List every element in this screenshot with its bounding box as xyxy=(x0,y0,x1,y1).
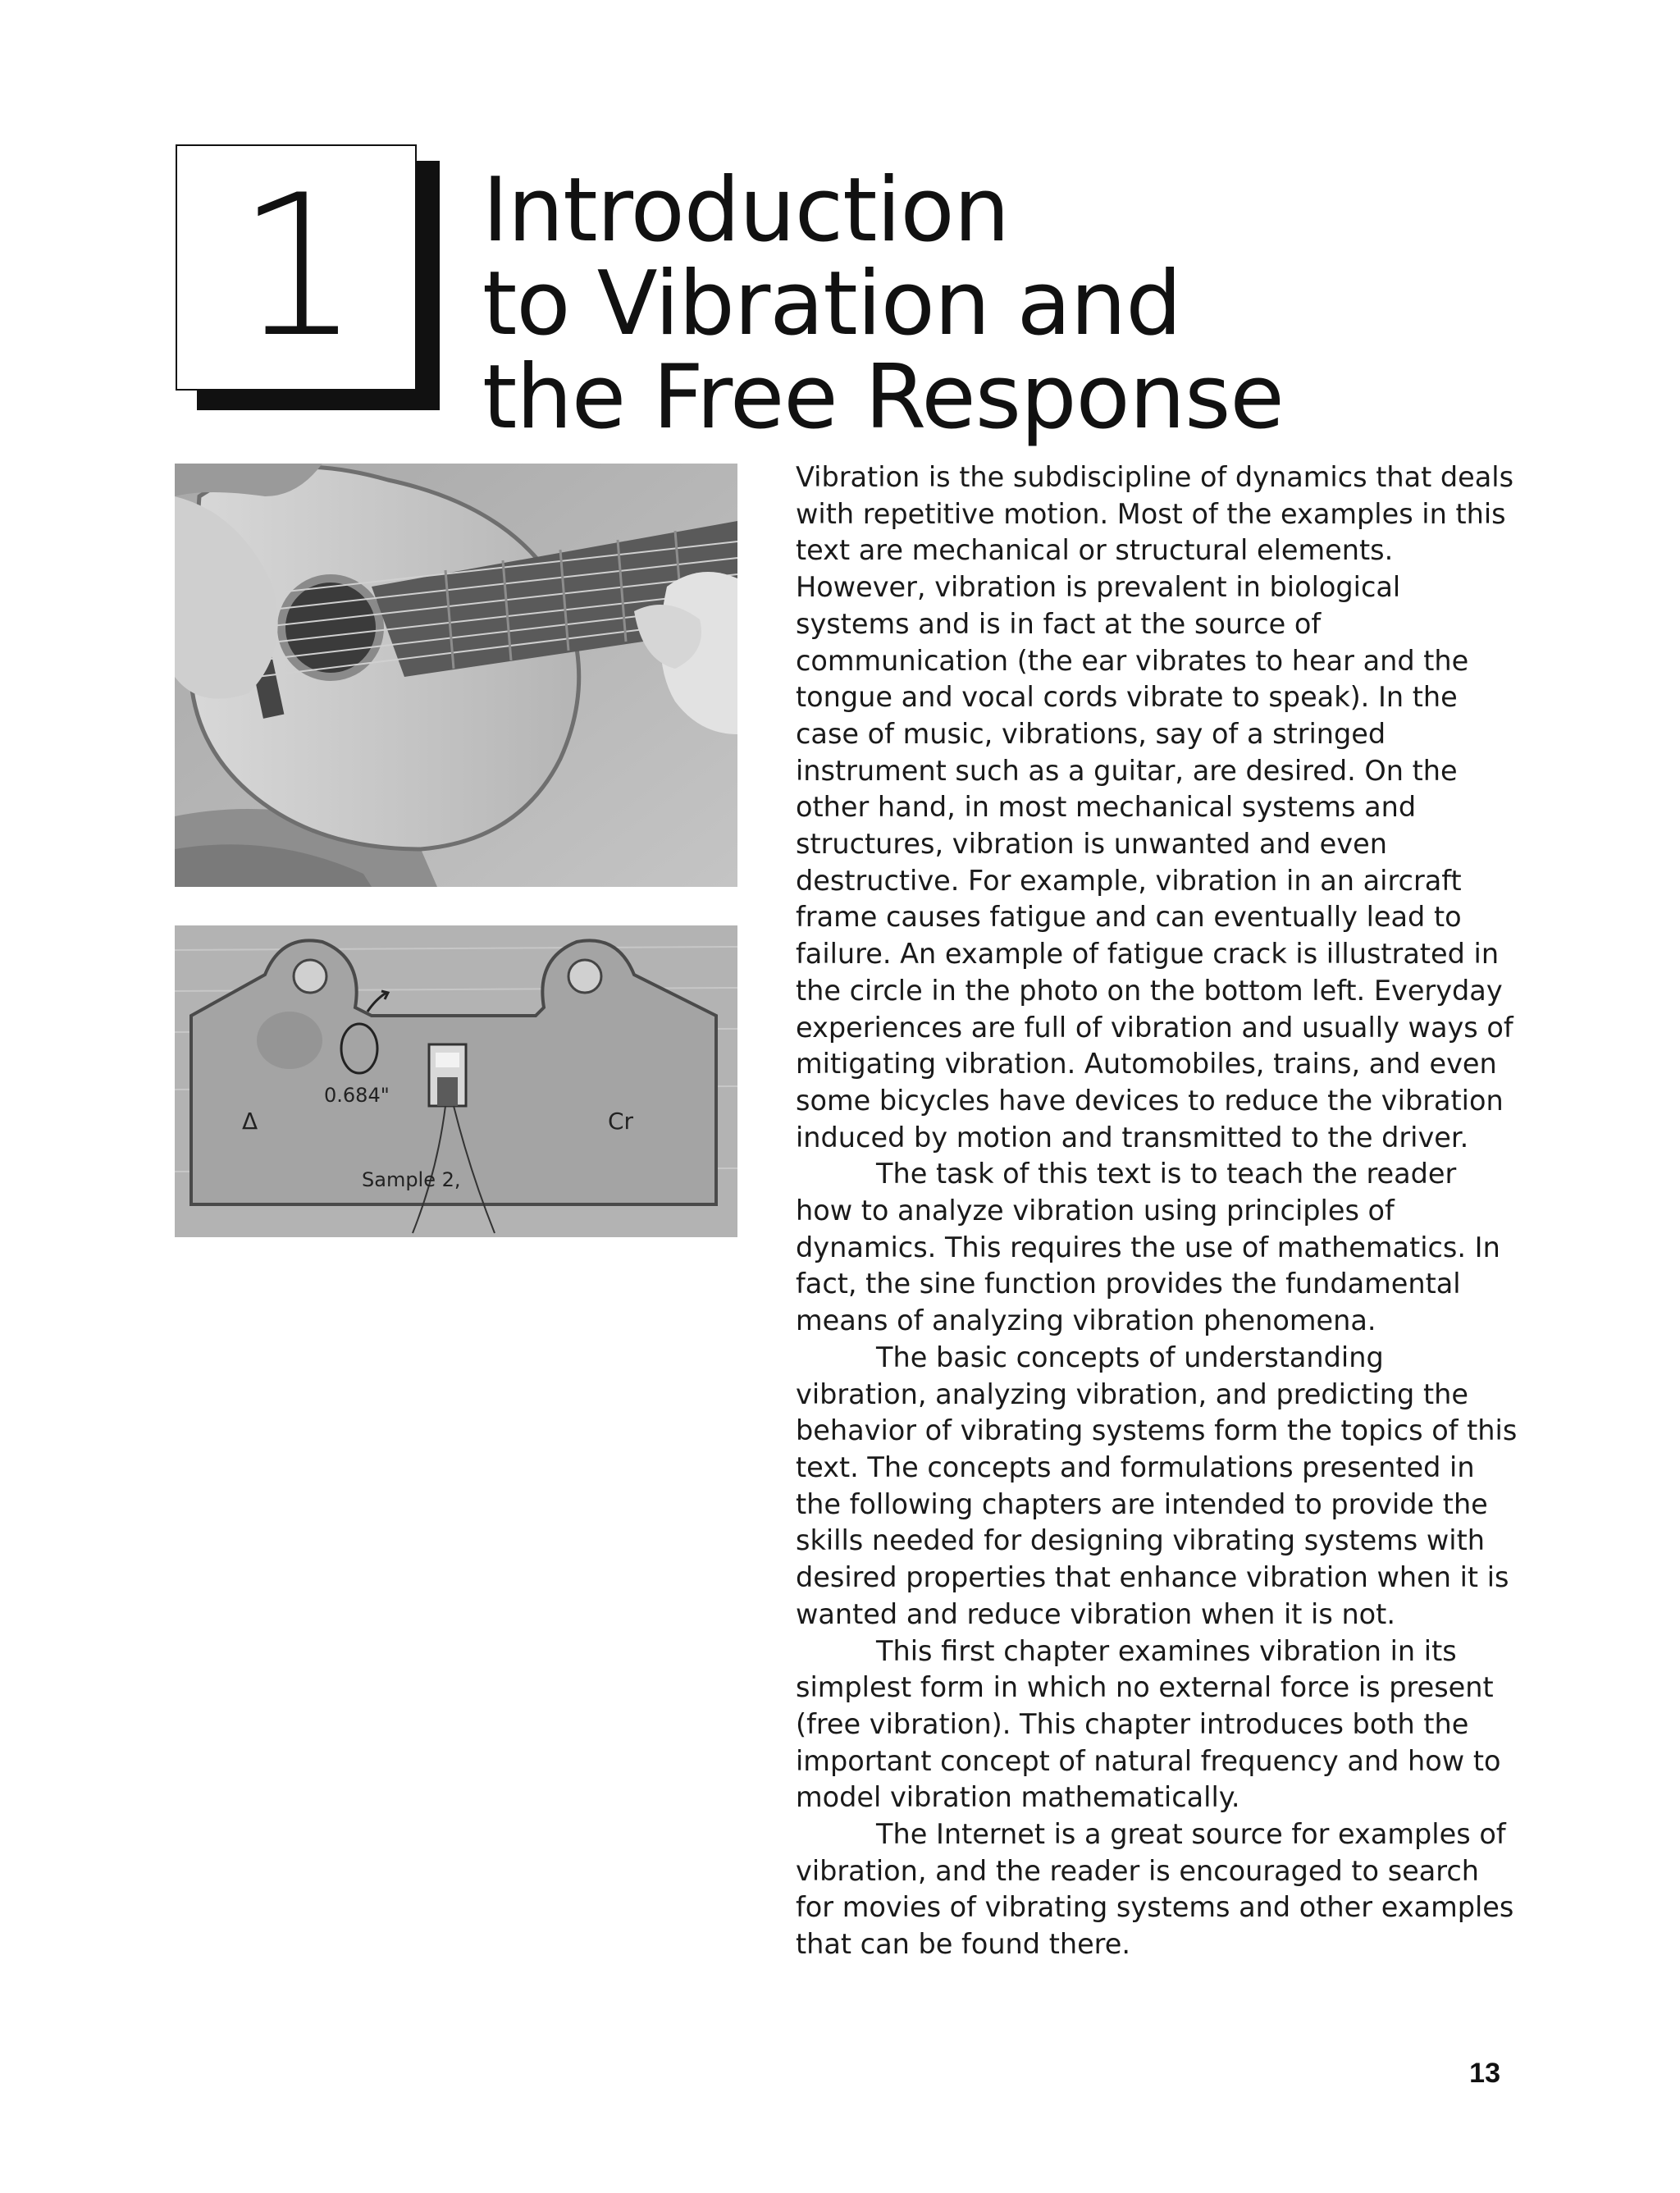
chapter-title xyxy=(482,159,1549,449)
guitar-photo-graphic xyxy=(175,464,737,887)
body-paragraph-5: The Internet is a great source for examples of vibration, and the reader is encouraged to search for movies of vibrating systems and other examples that can be found there. xyxy=(796,1818,1514,1961)
chapter-number: 1 xyxy=(236,153,356,381)
bracket-photo-graphic xyxy=(175,925,737,1237)
fatigue-crack-bracket-photo xyxy=(175,925,737,1237)
chapter-title-line-2: to Vibration and xyxy=(482,253,1181,355)
body-paragraph-1: Vibration is the subdiscipline of dynamics that deals with repetitive motion. Most of the examples in this text are mechanical or structural elements. However, vibration is prevalent in biological systems and is in fact at the source of communication (the ear vibrates to hear and the tongue and vocal cords vibrate to speak). In the case of music, vibrations, say of a stringed instrument such as a guitar, are desired. On the other hand, in most mechanical systems and structures, vibration is unwanted and even destructive. For example, vibration in an aircraft frame causes fatigue and can eventually lead to failure. An example of fatigue crack is illustrated in the circle in the photo on the bottom left. Everyday experiences are full of vibration and usually ways of mitigating vibration. Automobiles, trains, and even some bicycles have devices to reduce the vibration induced by motion and transmitted to the driver. xyxy=(796,461,1514,1154)
right-mark: Cr xyxy=(608,1108,634,1135)
body-paragraph-4: This first chapter examines vibration in its simplest form in which no external force is present (free vibration). This chapter introduces both the important concept of natural frequency and how to model vibration mathematically. xyxy=(796,1634,1501,1814)
measurement-label: 0.684" xyxy=(324,1084,390,1107)
sample-label: Sample 2, xyxy=(362,1168,461,1191)
body-paragraph-3: The basic concepts of understanding vibration, analyzing vibration, and predicting the behavior of vibrating systems form the topics of this text. The concepts and formulations presented in the following chapters are intended to provide the skills needed for designing vibrating systems with desired properties that enhance vibration when it is wanted and reduce vibration when it is not. xyxy=(796,1341,1518,1630)
left-mark: Δ xyxy=(242,1108,258,1135)
guitar-photo xyxy=(175,464,737,887)
body-text xyxy=(796,459,1518,1963)
chapter-title-line-3: the Free Response xyxy=(482,346,1284,449)
page-number: 13 xyxy=(1469,2058,1500,2089)
body-paragraph-2: The task of this text is to teach the reader how to analyze vibration using principles of dynamics. This requires the use of mathematics. In fact, the sine function provides the fundamental means of analyzing vibration phenomena. xyxy=(796,1158,1500,1337)
chapter-number-box xyxy=(176,144,417,391)
chapter-title-line-1: Introduction xyxy=(482,159,1010,262)
